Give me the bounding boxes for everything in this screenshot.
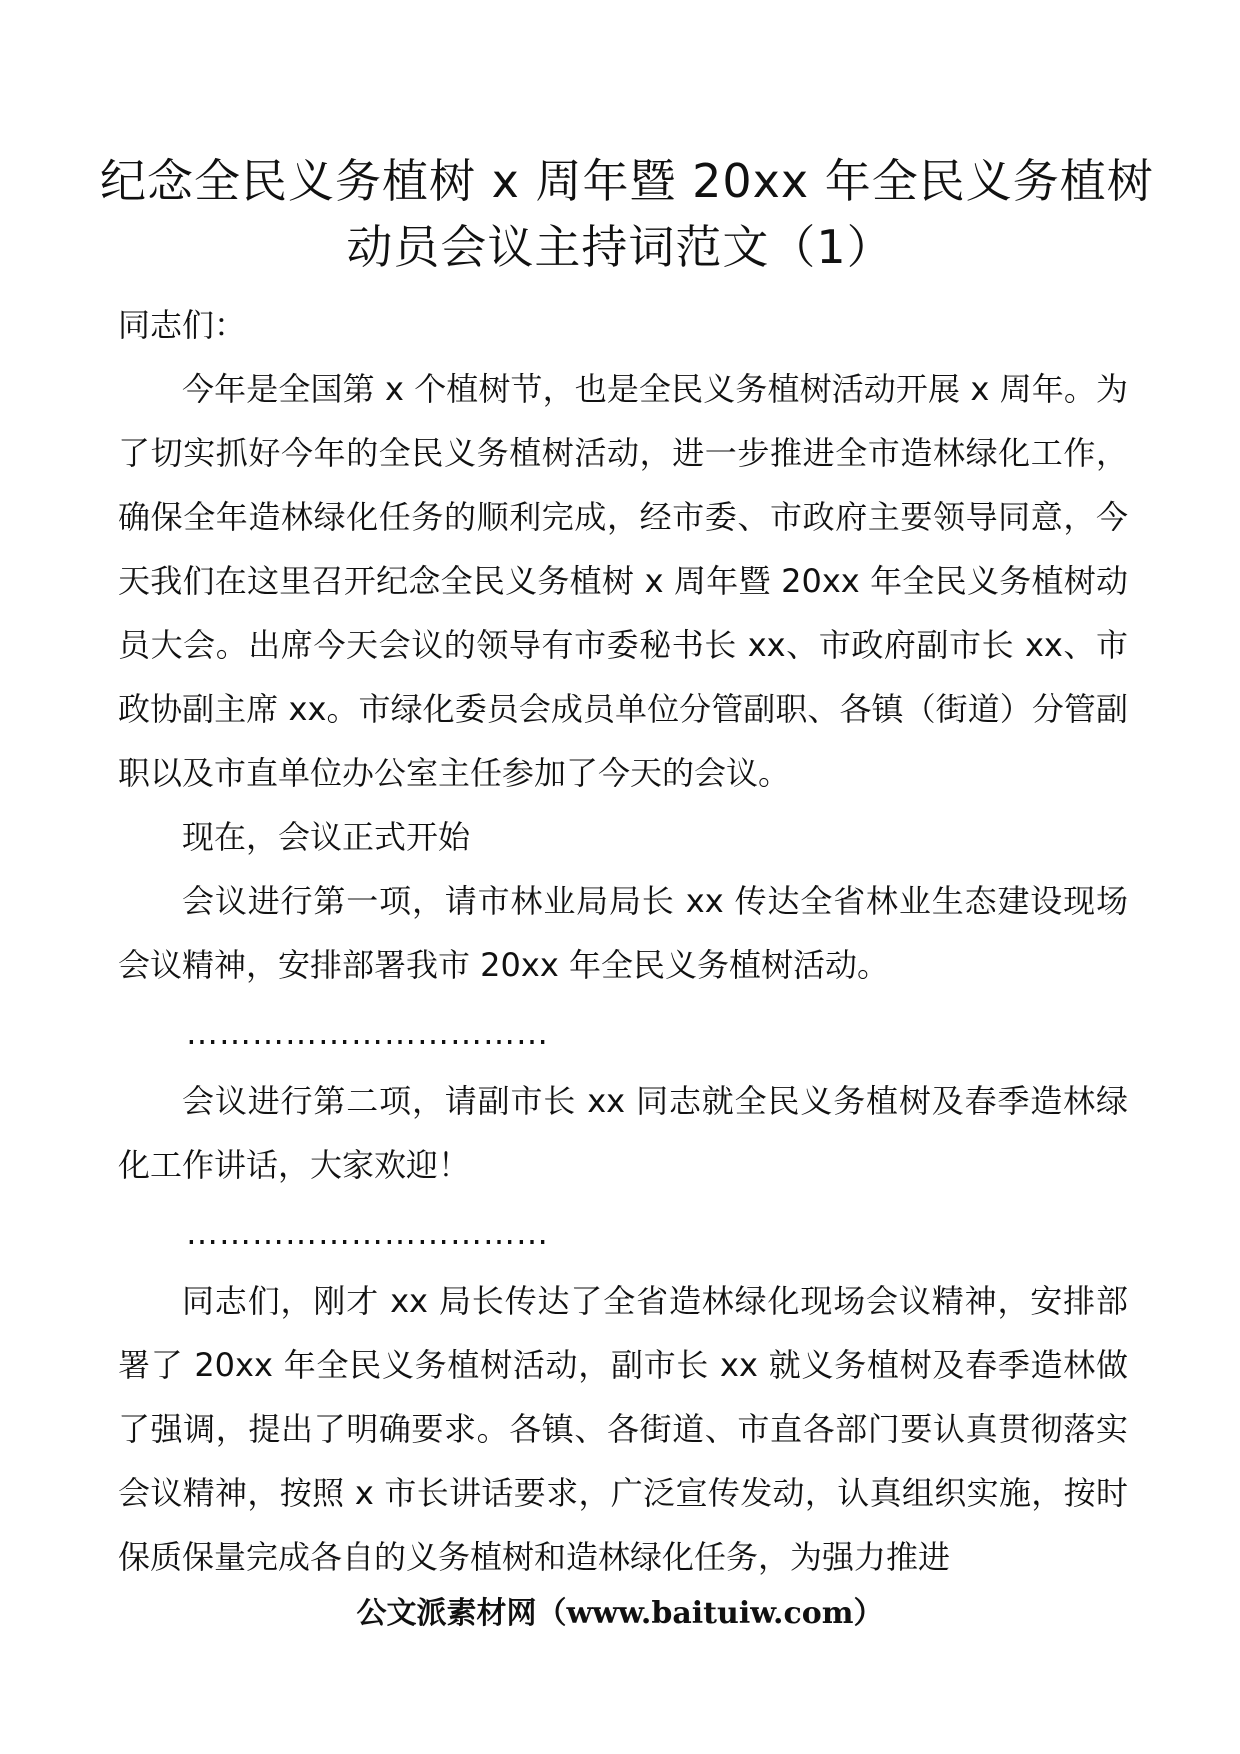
title-line-2: 动员会议主持词范文（1） [346, 220, 894, 274]
ellipsis-separator-1: …………………………… [186, 1014, 549, 1052]
document-title [100, 148, 1154, 280]
paragraph-opening: 今年是全国第 x 个植树节，也是全民义务植树活动开展 x 周年。为了切实抓好今年的全民义务植树活动，进一步推进全市造林绿化工作，确保全年造林绿化任务的顺利完成，经市委、市政府主要领导同意，今天我们在这里召开纪念全民义务植树 x 周年暨 20xx 年全民义务植树动员大会。出席今天会议的领导有市委秘书长 xx、市政府副市长 xx、市政协副主席 xx。市绿化委员会成员单位分管副职、各镇（街道）分管副职以及市直单位办公室主任参加了今天的会议。 [118, 370, 1128, 792]
ellipsis-separator-2: …………………………… [186, 1214, 549, 1252]
footer-watermark: 公文派素材网（www.baituiw.com） [356, 1596, 884, 1631]
paragraph-meeting-start: 现在，会议正式开始 [182, 818, 471, 856]
paragraph-agenda-item-2: 会议进行第二项，请副市长 xx 同志就全民义务植树及春季造林绿化工作讲话，大家欢迎！ [118, 1082, 1128, 1184]
title-line-1: 纪念全民义务植树 x 周年暨 20xx 年全民义务植树 [100, 154, 1154, 208]
paragraph-closing-remarks: 同志们，刚才 xx 局长传达了全省造林绿化现场会议精神，安排部署了 20xx 年全民义务植树活动，副市长 xx 就义务植树及春季造林做了强调，提出了明确要求。各镇、各街道、市直各部门要认真贯彻落实会议精神，按照 x 市长讲话要求，广泛宣传发动，认真组织实施，按时保质保量完成各自的义务植树和造林绿化任务，为强力推进 [118, 1282, 1128, 1576]
document-body [118, 293, 1128, 1589]
salutation: 同志们： [118, 306, 247, 344]
paragraph-agenda-item-1: 会议进行第一项，请市林业局局长 xx 传达全省林业生态建设现场会议精神，安排部署我市 20xx 年全民义务植树活动。 [118, 882, 1128, 984]
